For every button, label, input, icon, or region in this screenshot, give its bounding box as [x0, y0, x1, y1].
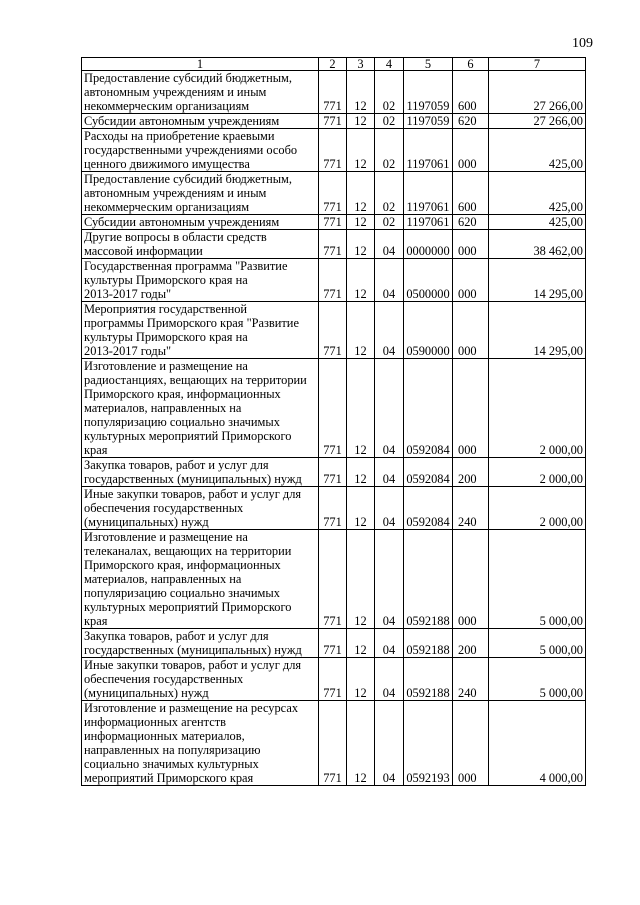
table-row: [82, 71, 586, 114]
description-line: Изготовление и размещение на: [84, 359, 248, 373]
section-code-cell: 12: [347, 458, 375, 487]
target-article-cell: 1197059: [404, 71, 453, 114]
description-line: обеспечения государственных: [84, 672, 244, 686]
description-line: культурных мероприятий Приморского: [84, 429, 292, 443]
target-article-cell: 0500000: [404, 259, 453, 302]
budget-code-cell: 771: [319, 215, 347, 230]
description-line: информационных материалов,: [84, 729, 245, 743]
row-description: [82, 530, 319, 629]
table-row: [82, 114, 586, 129]
description-line: 2013-2017 годы": [84, 287, 172, 301]
budget-code-cell: 771: [319, 230, 347, 259]
row-description: [82, 230, 319, 259]
section-code-cell: 12: [347, 129, 375, 172]
budget-code-cell: 771: [319, 458, 347, 487]
amount-cell: 4 000,00: [489, 701, 586, 786]
table-row: [82, 629, 586, 658]
expense-type-cell: 000: [453, 129, 489, 172]
description-line: Предоставление субсидий бюджетным,: [84, 71, 292, 85]
amount-cell: 27 266,00: [489, 114, 586, 129]
description-line: 2013-2017 годы": [84, 344, 172, 358]
column-header: 5: [404, 58, 453, 71]
description-line: государственными учреждениями особо: [84, 143, 298, 157]
expense-type-cell: 000: [453, 230, 489, 259]
description-line: автономным учреждениям и иным: [84, 85, 267, 99]
expense-type-cell: 240: [453, 487, 489, 530]
budget-code-cell: 771: [319, 114, 347, 129]
amount-cell: 14 295,00: [489, 259, 586, 302]
table-row: [82, 658, 586, 701]
subsection-code-cell: 04: [375, 530, 404, 629]
section-code-cell: 12: [347, 359, 375, 458]
target-article-cell: 0000000: [404, 230, 453, 259]
section-code-cell: 12: [347, 658, 375, 701]
amount-cell: 425,00: [489, 172, 586, 215]
table-row: [82, 359, 586, 458]
subsection-code-cell: 04: [375, 629, 404, 658]
budget-code-cell: 771: [319, 129, 347, 172]
expense-type-cell: 000: [453, 530, 489, 629]
table-row: [82, 458, 586, 487]
section-code-cell: 12: [347, 530, 375, 629]
section-code-cell: 12: [347, 71, 375, 114]
description-line: Изготовление и размещение на ресурсах: [84, 701, 299, 715]
description-line: (муниципальных) нужд: [84, 686, 209, 700]
target-article-cell: 0592193: [404, 701, 453, 786]
description-line: культуры Приморского края на: [84, 330, 248, 344]
subsection-code-cell: 04: [375, 487, 404, 530]
expense-type-cell: 200: [453, 458, 489, 487]
budget-code-cell: 771: [319, 71, 347, 114]
description-line: Другие вопросы в области средств: [84, 230, 267, 244]
subsection-code-cell: 04: [375, 259, 404, 302]
description-line: края: [84, 614, 108, 628]
target-article-cell: 0592084: [404, 487, 453, 530]
section-code-cell: 12: [347, 629, 375, 658]
budget-code-cell: 771: [319, 530, 347, 629]
row-description: [82, 629, 319, 658]
expense-type-cell: 000: [453, 701, 489, 786]
subsection-code-cell: 02: [375, 215, 404, 230]
subsection-code-cell: 04: [375, 302, 404, 359]
table-row: [82, 487, 586, 530]
description-line: ценного движимого имущества: [84, 157, 250, 171]
amount-cell: 5 000,00: [489, 530, 586, 629]
table-row: [82, 302, 586, 359]
target-article-cell: 0592084: [404, 359, 453, 458]
budget-code-cell: 771: [319, 701, 347, 786]
expense-type-cell: 000: [453, 302, 489, 359]
description-line: радиостанциях, вещающих на территории: [84, 373, 307, 387]
description-line: Субсидии автономным учреждениям: [84, 215, 280, 229]
description-line: автономным учреждениям и иным: [84, 186, 267, 200]
table-row: [82, 215, 586, 230]
budget-code-cell: 771: [319, 658, 347, 701]
section-code-cell: 12: [347, 114, 375, 129]
description-line: Мероприятия государственной: [84, 302, 248, 316]
column-header: 6: [453, 58, 489, 71]
target-article-cell: 0592084: [404, 458, 453, 487]
description-line: социально значимых культурных: [84, 757, 259, 771]
section-code-cell: 12: [347, 259, 375, 302]
description-line: информационных агентств: [84, 715, 226, 729]
column-header: 4: [375, 58, 404, 71]
target-article-cell: 0592188: [404, 530, 453, 629]
amount-cell: 14 295,00: [489, 302, 586, 359]
expense-type-cell: 600: [453, 172, 489, 215]
table-row: [82, 259, 586, 302]
page-number: 109: [572, 36, 593, 51]
subsection-code-cell: 04: [375, 458, 404, 487]
description-line: Закупка товаров, работ и услуг для: [84, 629, 269, 643]
subsection-code-cell: 02: [375, 129, 404, 172]
target-article-cell: 0590000: [404, 302, 453, 359]
description-line: Иные закупки товаров, работ и услуг для: [84, 487, 302, 501]
target-article-cell: 1197061: [404, 215, 453, 230]
subsection-code-cell: 04: [375, 359, 404, 458]
description-line: обеспечения государственных: [84, 501, 244, 515]
expense-type-cell: 000: [453, 259, 489, 302]
table-row: [82, 530, 586, 629]
row-description: [82, 172, 319, 215]
description-line: Приморского края, информационных: [84, 558, 281, 572]
description-line: Предоставление субсидий бюджетным,: [84, 172, 292, 186]
description-line: мероприятий Приморского края: [84, 771, 254, 785]
row-description: [82, 129, 319, 172]
table-row: [82, 701, 586, 786]
table-row: [82, 230, 586, 259]
column-header: 7: [489, 58, 586, 71]
budget-table-body: [82, 58, 586, 786]
expense-type-cell: 620: [453, 215, 489, 230]
description-line: Государственная программа "Развитие: [84, 259, 288, 273]
description-line: некоммерческим организациям: [84, 200, 250, 214]
row-description: [82, 701, 319, 786]
amount-cell: 425,00: [489, 215, 586, 230]
budget-code-cell: 771: [319, 359, 347, 458]
section-code-cell: 12: [347, 230, 375, 259]
expense-type-cell: 000: [453, 359, 489, 458]
amount-cell: 5 000,00: [489, 629, 586, 658]
section-code-cell: 12: [347, 302, 375, 359]
section-code-cell: 12: [347, 215, 375, 230]
target-article-cell: 0592188: [404, 629, 453, 658]
description-line: Расходы на приобретение краевыми: [84, 129, 275, 143]
budget-code-cell: 771: [319, 302, 347, 359]
description-line: массовой информации: [84, 244, 203, 258]
row-description: [82, 259, 319, 302]
target-article-cell: 1197059: [404, 114, 453, 129]
budget-table: [81, 57, 586, 786]
description-line: направленных на популяризацию: [84, 743, 261, 757]
description-line: Субсидии автономным учреждениям: [84, 114, 280, 128]
description-line: материалов, направленных на: [84, 401, 242, 415]
subsection-code-cell: 02: [375, 172, 404, 215]
description-line: Иные закупки товаров, работ и услуг для: [84, 658, 302, 672]
description-line: края: [84, 443, 108, 457]
target-article-cell: 1197061: [404, 129, 453, 172]
budget-code-cell: 771: [319, 487, 347, 530]
budget-code-cell: 771: [319, 629, 347, 658]
description-line: популяризацию социально значимых: [84, 415, 280, 429]
description-line: популяризацию социально значимых: [84, 586, 280, 600]
row-description: [82, 359, 319, 458]
expense-type-cell: 620: [453, 114, 489, 129]
subsection-code-cell: 04: [375, 658, 404, 701]
table-row: [82, 129, 586, 172]
amount-cell: 38 462,00: [489, 230, 586, 259]
subsection-code-cell: 04: [375, 230, 404, 259]
description-line: Изготовление и размещение на: [84, 530, 248, 544]
expense-type-cell: 240: [453, 658, 489, 701]
table-header-row: [82, 58, 586, 71]
column-header: 2: [319, 58, 347, 71]
row-description: [82, 215, 319, 230]
description-line: государственных (муниципальных) нужд: [84, 643, 302, 657]
row-description: [82, 302, 319, 359]
section-code-cell: 12: [347, 701, 375, 786]
description-line: Закупка товаров, работ и услуг для: [84, 458, 269, 472]
row-description: [82, 658, 319, 701]
amount-cell: 2 000,00: [489, 487, 586, 530]
description-line: (муниципальных) нужд: [84, 515, 209, 529]
row-description: [82, 71, 319, 114]
section-code-cell: 12: [347, 172, 375, 215]
description-line: государственных (муниципальных) нужд: [84, 472, 302, 486]
row-description: [82, 458, 319, 487]
table-row: [82, 172, 586, 215]
target-article-cell: 0592188: [404, 658, 453, 701]
expense-type-cell: 200: [453, 629, 489, 658]
row-description: [82, 487, 319, 530]
amount-cell: 27 266,00: [489, 71, 586, 114]
description-line: программы Приморского края "Развитие: [84, 316, 299, 330]
amount-cell: 5 000,00: [489, 658, 586, 701]
expense-type-cell: 600: [453, 71, 489, 114]
subsection-code-cell: 02: [375, 114, 404, 129]
column-header: 3: [347, 58, 375, 71]
subsection-code-cell: 02: [375, 71, 404, 114]
subsection-code-cell: 04: [375, 701, 404, 786]
amount-cell: 2 000,00: [489, 458, 586, 487]
column-header: 1: [82, 58, 319, 71]
target-article-cell: 1197061: [404, 172, 453, 215]
budget-code-cell: 771: [319, 259, 347, 302]
description-line: материалов, направленных на: [84, 572, 242, 586]
description-line: культурных мероприятий Приморского: [84, 600, 292, 614]
description-line: некоммерческим организациям: [84, 99, 250, 113]
budget-code-cell: 771: [319, 172, 347, 215]
amount-cell: 2 000,00: [489, 359, 586, 458]
description-line: телеканалах, вещающих на территории: [84, 544, 292, 558]
section-code-cell: 12: [347, 487, 375, 530]
row-description: [82, 114, 319, 129]
description-line: Приморского края, информационных: [84, 387, 281, 401]
description-line: культуры Приморского края на: [84, 273, 248, 287]
amount-cell: 425,00: [489, 129, 586, 172]
